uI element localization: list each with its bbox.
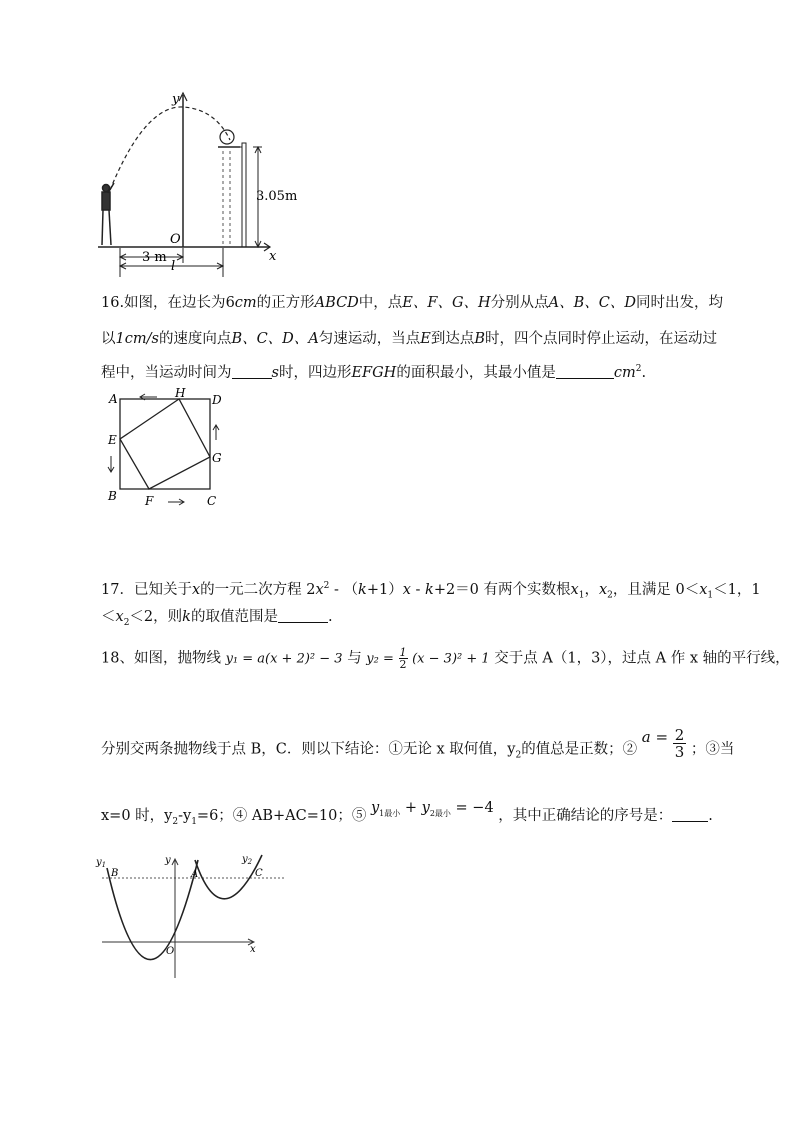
basketball-figure — [90, 85, 298, 274]
q16-line2: 以1cm/s的速度向点B、C、D、A匀速运动，当点E到达点B时，四个点同时停止运动，在运动过 — [101, 331, 718, 347]
origin-label: O — [170, 232, 181, 247]
label-y2: $y_2$ — [242, 854, 253, 866]
point-F: F — [145, 494, 154, 508]
player-figure — [102, 183, 114, 245]
parabola-y1 — [107, 860, 198, 960]
answer-blank-time[interactable] — [232, 364, 272, 379]
equation-min-sum: $y_{1最小} + y_{2最小} = -4$ — [370, 800, 494, 818]
label-A: A — [191, 869, 199, 880]
parabola-figure — [92, 850, 292, 980]
square-figure — [102, 388, 232, 510]
q18-line2: 分别交两条抛物线于点 B，C．则以下结论：①无论 x 取何值，$y_2$的值总是正数；② a = $\frac{2}{3}$ ；③当 — [101, 726, 735, 761]
fraction-half: $\frac{1}{2}$ — [399, 646, 407, 671]
point-C: C — [207, 494, 217, 508]
q16-line3: 程中，当运动时间为 s时，四边形EFGH的面积最小，其最小值是 $cm^2$. — [101, 364, 647, 381]
q18-line3: x=0 时，$y_2-y_1=6$；④ AB+AC=10；⑤ $y_{1最小} + y_{2最小} = -4$ ，其中正确结论的序号是： . — [101, 800, 713, 827]
q17-line2: $<x_2<2$，则k的取值范围是 . — [101, 609, 333, 628]
answer-blank-k[interactable] — [278, 608, 328, 623]
point-B: B — [108, 489, 117, 503]
point-D: D — [212, 393, 222, 407]
label-O: O — [166, 946, 175, 957]
point-A: A — [109, 392, 118, 406]
fraction-two-thirds: $\frac{2}{3}$ — [674, 726, 685, 761]
point-H: H — [175, 386, 186, 400]
answer-blank-conclusions[interactable] — [672, 807, 708, 822]
q18-line1: 18、如图，抛物线 y₁ = a(x + 2)² − 3 与 y₂ = $\frac{1}{2}$ (x − 3)² + 1 交于点 A（1，3），过点 A 作 x 轴的平行线， — [101, 646, 790, 671]
x-axis-label: x — [269, 249, 277, 264]
q16-line1: 16.如图，在边长为6cm的正方形ABCD中，点E、F、G、H分别从点A、B、C、D同时出发，均 — [101, 295, 724, 311]
dist-label: 3 m — [142, 250, 167, 265]
height-label: 3.05m — [256, 189, 298, 204]
label-y1: $y_1$ — [96, 857, 107, 869]
y-axis-label: y — [172, 92, 180, 107]
label-y-axis: y — [165, 855, 171, 866]
label-x: x — [250, 944, 256, 955]
label-C: C — [255, 868, 263, 879]
label-B: B — [111, 868, 119, 879]
answer-blank-area[interactable] — [556, 364, 614, 379]
point-E: E — [108, 433, 117, 447]
equation-y1: y₁ = a(x + 2)² − 3 — [225, 651, 343, 667]
l-label: l — [171, 259, 176, 274]
point-G: G — [212, 451, 222, 465]
q17-line1: 17．已知关于x的一元二次方程 $2x^2 - (k+1)x - k+2=0$ 有两个实数根$x_1$，$x_2$，且满足 $0<x_1<1$，1 — [101, 581, 761, 601]
